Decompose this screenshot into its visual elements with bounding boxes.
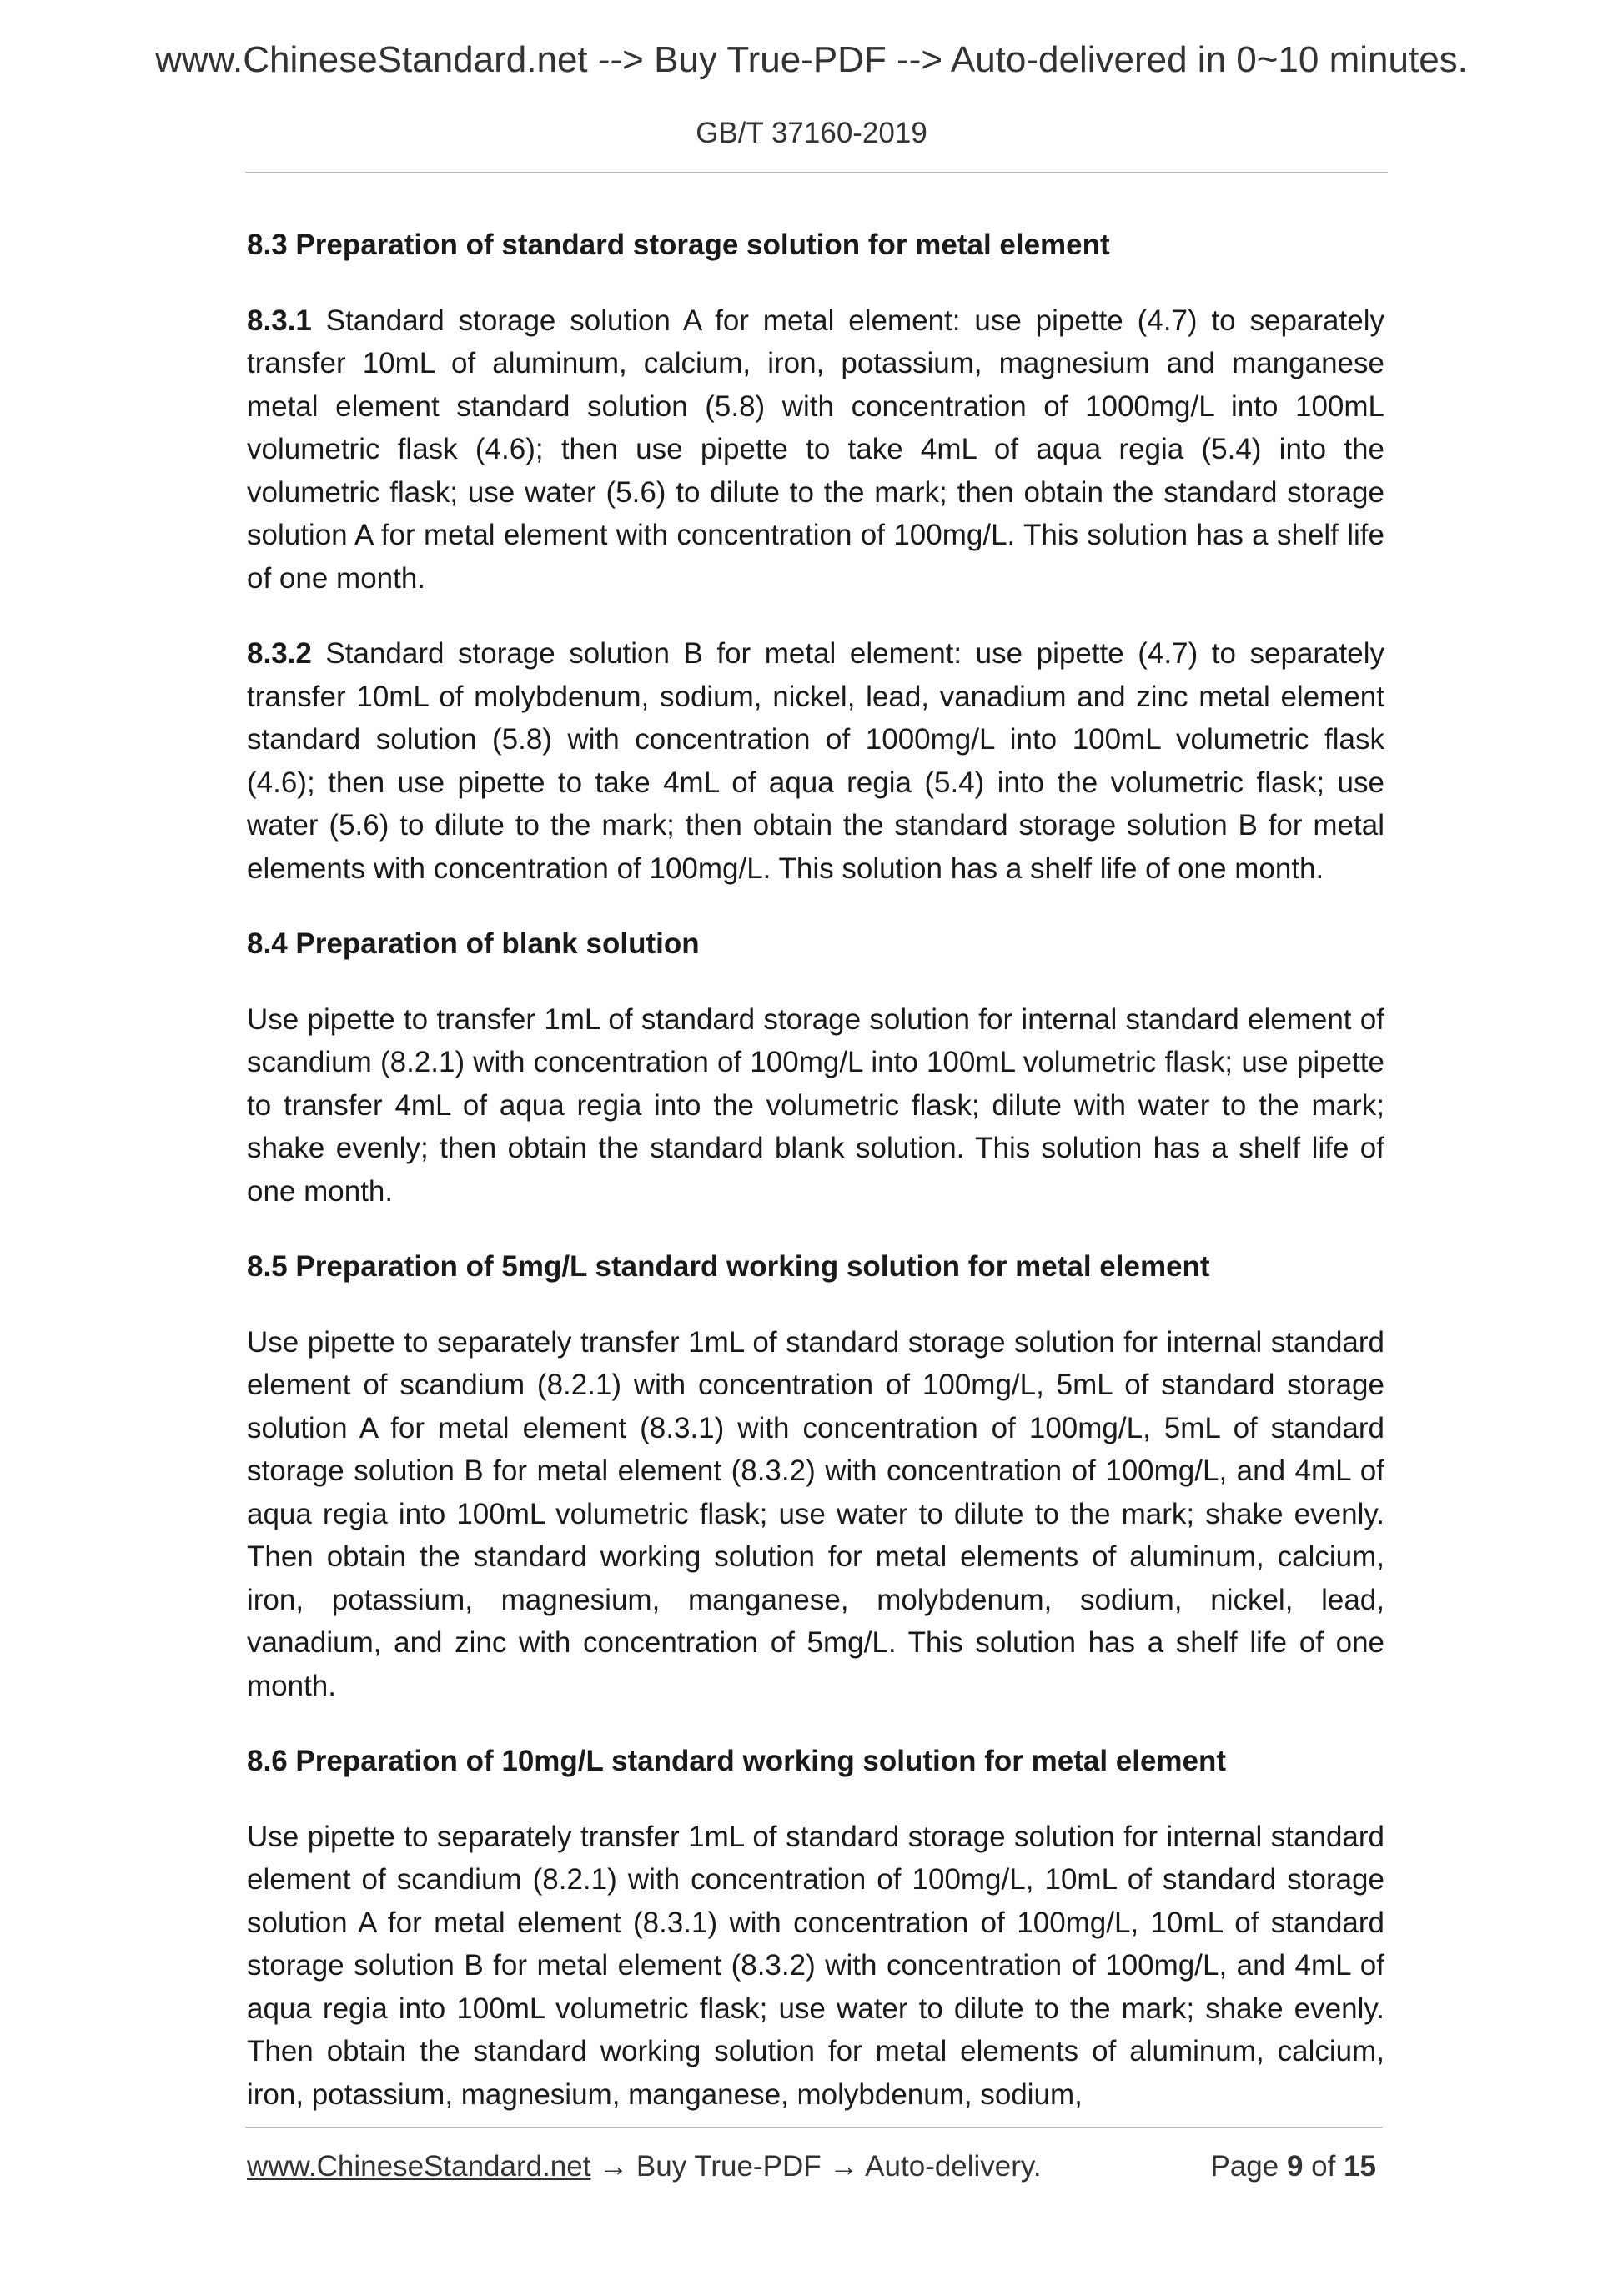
footer-website-link[interactable]: www.ChineseStandard.net	[247, 2150, 591, 2183]
footer-delivery-text: → Buy True-PDF → Auto-delivery.	[590, 2150, 1042, 2183]
clause-8-3-2-number: 8.3.2	[247, 637, 312, 670]
clause-8-3-2-text: Standard storage solution B for metal element: use pipette (4.7) to separately transfer 10mL of molybdenum, sodium, nickel, lead, vanadium and zinc metal element standard solution (5.8) with concentration of 1000mg/L into 100mL volumetric flask (4.6); then use pipette to take 4mL of aqua regia (5.4) into the volumetric flask; use water (5.6) to dilute to the mark; then obtain the standard storage solution B for metal elements with concentration of 100mg/L. This solution has a shelf life of one month.	[247, 637, 1384, 885]
page-label: Page	[1210, 2150, 1287, 2183]
footer-divider	[245, 2127, 1383, 2128]
document-body	[247, 224, 1384, 2148]
section-8-5-heading: 8.5 Preparation of 5mg/L standard working solution for metal element	[247, 1250, 1210, 1283]
section-8-6-heading: 8.6 Preparation of 10mg/L standard working solution for metal element	[247, 1745, 1227, 1777]
clause-8-3-1-number: 8.3.1	[247, 304, 312, 337]
clause-8-3-1-text: Standard storage solution A for metal element: use pipette (4.7) to separately transfer 10mL of aluminum, calcium, iron, potassium, magnesium and manganese metal element standard solution (5.8) with concentration of 1000mg/L into 100mL volumetric flask (4.6); then use pipette to take 4mL of aqua regia (5.4) into the volumetric flask; use water (5.6) to dilute to the mark; then obtain the standard storage solution A for metal element with concentration of 100mg/L. This solution has a shelf life of one month.	[247, 304, 1384, 595]
footer-left	[247, 2150, 1042, 2183]
page-of-label: of	[1303, 2150, 1344, 2183]
header-banner: www.ChineseStandard.net --> Buy True-PDF --> Auto-delivered in 0~10 minutes.	[155, 39, 1468, 80]
section-8-6-text: Use pipette to separately transfer 1mL of standard storage solution for internal standard element of scandium (8.2.1) with concentration of 100mg/L, 10mL of standard storage solution A for metal element (8.3.1) with concentration of 100mg/L, 10mL of standard storage solution B for metal element (8.3.2) with concentration of 100mg/L, and 4mL of aqua regia into 100mL volumetric flask; use water to dilute to the mark; shake evenly. Then obtain the standard working solution for metal elements of aluminum, calcium, iron, potassium, magnesium, manganese, molybdenum, sodium,	[247, 1820, 1384, 2111]
section-8-5-text: Use pipette to separately transfer 1mL of standard storage solution for internal standard element of scandium (8.2.1) with concentration of 100mg/L, 5mL of standard storage solution A for metal element (8.3.1) with concentration of 100mg/L, 5mL of standard storage solution B for metal element (8.3.2) with concentration of 100mg/L, and 4mL of aqua regia into 100mL volumetric flask; use water to dilute to the mark; shake evenly. Then obtain the standard working solution for metal elements of aluminum, calcium, iron, potassium, magnesium, manganese, molybdenum, sodium, nickel, lead, vanadium, and zinc with concentration of 5mg/L. This solution has a shelf life of one month.	[247, 1325, 1384, 1702]
standard-code: GB/T 37160-2019	[696, 117, 927, 149]
section-8-4-text: Use pipette to transfer 1mL of standard storage solution for internal standard element of scandium (8.2.1) with concentration of 100mg/L into 100mL volumetric flask; use pipette to transfer 4mL of aqua regia into the volumetric flask; dilute with water to the mark; shake evenly; then obtain the standard blank solution. This solution has a shelf life of one month.	[247, 1002, 1384, 1208]
page-indicator	[1210, 2150, 1376, 2183]
section-8-4-heading: 8.4 Preparation of blank solution	[247, 927, 700, 960]
clause-8-3-1	[247, 299, 1384, 600]
page-number: 9	[1286, 2150, 1304, 2183]
page-total: 15	[1344, 2150, 1376, 2183]
clause-8-3-2	[247, 632, 1384, 890]
header-divider	[245, 172, 1388, 173]
section-8-3-heading: 8.3 Preparation of standard storage solution for metal element	[247, 229, 1110, 261]
